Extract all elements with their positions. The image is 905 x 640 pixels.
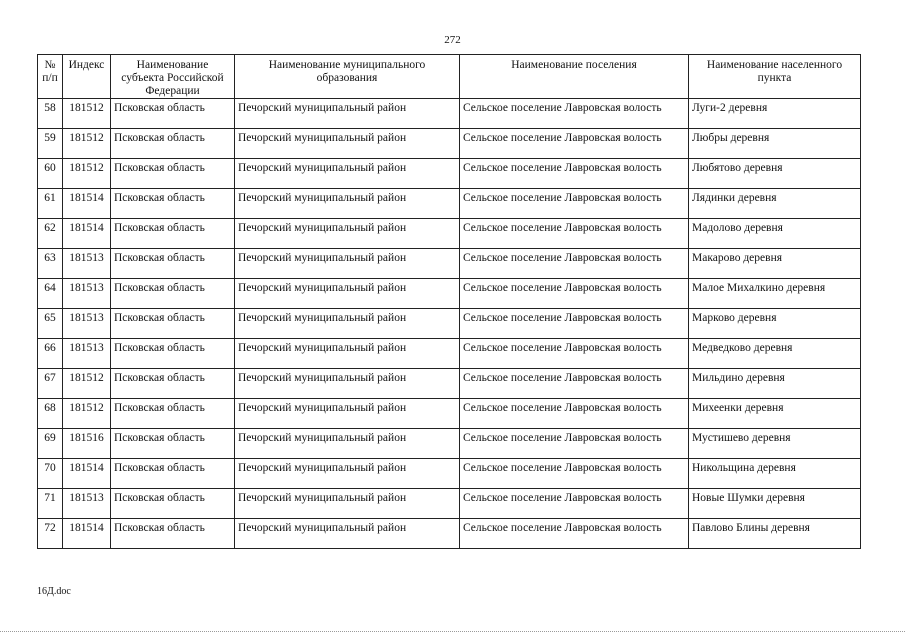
cell-subject: Псковская область bbox=[111, 489, 235, 519]
table-row bbox=[38, 309, 861, 339]
cell-index: 181513 bbox=[63, 279, 111, 309]
cell-municipal: Печорский муниципальный район bbox=[235, 129, 460, 159]
table-row bbox=[38, 399, 861, 429]
cell-num: 64 bbox=[38, 279, 63, 309]
header-locality: Наименование населенного пункта bbox=[689, 55, 861, 99]
cell-locality: Макарово деревня bbox=[689, 249, 861, 279]
header-subject: Наименование субъекта Российской Федерации bbox=[111, 55, 235, 99]
table-body bbox=[38, 99, 861, 549]
cell-settlement: Сельское поселение Лавровская волость bbox=[460, 249, 689, 279]
header-num: № п/п bbox=[38, 55, 63, 99]
cell-subject: Псковская область bbox=[111, 249, 235, 279]
cell-subject: Псковская область bbox=[111, 519, 235, 549]
cell-num: 65 bbox=[38, 309, 63, 339]
cell-settlement: Сельское поселение Лавровская волость bbox=[460, 369, 689, 399]
cell-municipal: Печорский муниципальный район bbox=[235, 369, 460, 399]
cell-index: 181512 bbox=[63, 399, 111, 429]
cell-num: 63 bbox=[38, 249, 63, 279]
cell-municipal: Печорский муниципальный район bbox=[235, 279, 460, 309]
footer-filename: 16Д.doc bbox=[37, 586, 71, 597]
table-row bbox=[38, 339, 861, 369]
cell-subject: Псковская область bbox=[111, 399, 235, 429]
cell-settlement: Сельское поселение Лавровская волость bbox=[460, 279, 689, 309]
cell-index: 181512 bbox=[63, 99, 111, 129]
cell-settlement: Сельское поселение Лавровская волость bbox=[460, 309, 689, 339]
cell-index: 181514 bbox=[63, 519, 111, 549]
table-row bbox=[38, 429, 861, 459]
cell-subject: Псковская область bbox=[111, 309, 235, 339]
cell-municipal: Печорский муниципальный район bbox=[235, 399, 460, 429]
cell-num: 72 bbox=[38, 519, 63, 549]
cell-settlement: Сельское поселение Лавровская волость bbox=[460, 489, 689, 519]
page-number: 272 bbox=[444, 34, 461, 46]
cell-num: 68 bbox=[38, 399, 63, 429]
table-header-row bbox=[38, 55, 861, 99]
table-row bbox=[38, 189, 861, 219]
cell-num: 70 bbox=[38, 459, 63, 489]
cell-subject: Псковская область bbox=[111, 189, 235, 219]
table-row bbox=[38, 279, 861, 309]
cell-settlement: Сельское поселение Лавровская волость bbox=[460, 429, 689, 459]
table-row bbox=[38, 369, 861, 399]
cell-num: 61 bbox=[38, 189, 63, 219]
cell-settlement: Сельское поселение Лавровская волость bbox=[460, 459, 689, 489]
cell-subject: Псковская область bbox=[111, 99, 235, 129]
cell-settlement: Сельское поселение Лавровская волость bbox=[460, 99, 689, 129]
cell-subject: Псковская область bbox=[111, 429, 235, 459]
cell-settlement: Сельское поселение Лавровская волость bbox=[460, 219, 689, 249]
cell-municipal: Печорский муниципальный район bbox=[235, 459, 460, 489]
cell-settlement: Сельское поселение Лавровская волость bbox=[460, 189, 689, 219]
cell-municipal: Печорский муниципальный район bbox=[235, 339, 460, 369]
cell-subject: Псковская область bbox=[111, 129, 235, 159]
cell-index: 181512 bbox=[63, 369, 111, 399]
cell-index: 181514 bbox=[63, 189, 111, 219]
cell-municipal: Печорский муниципальный район bbox=[235, 219, 460, 249]
cell-index: 181513 bbox=[63, 249, 111, 279]
cell-settlement: Сельское поселение Лавровская волость bbox=[460, 339, 689, 369]
header-settlement: Наименование поселения bbox=[460, 55, 689, 99]
scan-edge-divider bbox=[0, 631, 905, 634]
table-row bbox=[38, 249, 861, 279]
cell-locality: Михеенки деревня bbox=[689, 399, 861, 429]
cell-index: 181512 bbox=[63, 129, 111, 159]
cell-settlement: Сельское поселение Лавровская волость bbox=[460, 519, 689, 549]
cell-num: 62 bbox=[38, 219, 63, 249]
cell-locality: Мильдино деревня bbox=[689, 369, 861, 399]
table-row bbox=[38, 219, 861, 249]
table-row bbox=[38, 99, 861, 129]
cell-locality: Лядинки деревня bbox=[689, 189, 861, 219]
cell-num: 71 bbox=[38, 489, 63, 519]
cell-locality: Мадолово деревня bbox=[689, 219, 861, 249]
cell-locality: Павлово Блины деревня bbox=[689, 519, 861, 549]
cell-municipal: Печорский муниципальный район bbox=[235, 429, 460, 459]
cell-num: 58 bbox=[38, 99, 63, 129]
cell-locality: Медведково деревня bbox=[689, 339, 861, 369]
cell-subject: Псковская область bbox=[111, 339, 235, 369]
settlements-table bbox=[37, 54, 861, 549]
cell-locality: Марково деревня bbox=[689, 309, 861, 339]
cell-locality: Луги-2 деревня bbox=[689, 99, 861, 129]
cell-locality: Никольщина деревня bbox=[689, 459, 861, 489]
table-row bbox=[38, 459, 861, 489]
cell-subject: Псковская область bbox=[111, 159, 235, 189]
cell-settlement: Сельское поселение Лавровская волость bbox=[460, 399, 689, 429]
table-row bbox=[38, 519, 861, 549]
cell-municipal: Печорский муниципальный район bbox=[235, 159, 460, 189]
cell-locality: Любятово деревня bbox=[689, 159, 861, 189]
cell-subject: Псковская область bbox=[111, 459, 235, 489]
table-row bbox=[38, 159, 861, 189]
cell-locality: Новые Шумки деревня bbox=[689, 489, 861, 519]
header-index: Индекс bbox=[63, 55, 111, 99]
cell-locality: Малое Михалкино деревня bbox=[689, 279, 861, 309]
table-row bbox=[38, 489, 861, 519]
table-row bbox=[38, 129, 861, 159]
cell-settlement: Сельское поселение Лавровская волость bbox=[460, 129, 689, 159]
header-municipal: Наименование муниципального образования bbox=[235, 55, 460, 99]
cell-subject: Псковская область bbox=[111, 219, 235, 249]
cell-municipal: Печорский муниципальный район bbox=[235, 489, 460, 519]
cell-index: 181514 bbox=[63, 459, 111, 489]
cell-locality: Мустишево деревня bbox=[689, 429, 861, 459]
cell-index: 181514 bbox=[63, 219, 111, 249]
cell-index: 181513 bbox=[63, 489, 111, 519]
cell-index: 181512 bbox=[63, 159, 111, 189]
cell-subject: Псковская область bbox=[111, 369, 235, 399]
cell-num: 69 bbox=[38, 429, 63, 459]
cell-municipal: Печорский муниципальный район bbox=[235, 309, 460, 339]
cell-index: 181513 bbox=[63, 309, 111, 339]
cell-num: 59 bbox=[38, 129, 63, 159]
cell-municipal: Печорский муниципальный район bbox=[235, 189, 460, 219]
cell-num: 66 bbox=[38, 339, 63, 369]
cell-subject: Псковская область bbox=[111, 279, 235, 309]
cell-municipal: Печорский муниципальный район bbox=[235, 99, 460, 129]
cell-num: 67 bbox=[38, 369, 63, 399]
cell-index: 181516 bbox=[63, 429, 111, 459]
cell-num: 60 bbox=[38, 159, 63, 189]
cell-settlement: Сельское поселение Лавровская волость bbox=[460, 159, 689, 189]
cell-municipal: Печорский муниципальный район bbox=[235, 249, 460, 279]
cell-locality: Любры деревня bbox=[689, 129, 861, 159]
cell-municipal: Печорский муниципальный район bbox=[235, 519, 460, 549]
cell-index: 181513 bbox=[63, 339, 111, 369]
